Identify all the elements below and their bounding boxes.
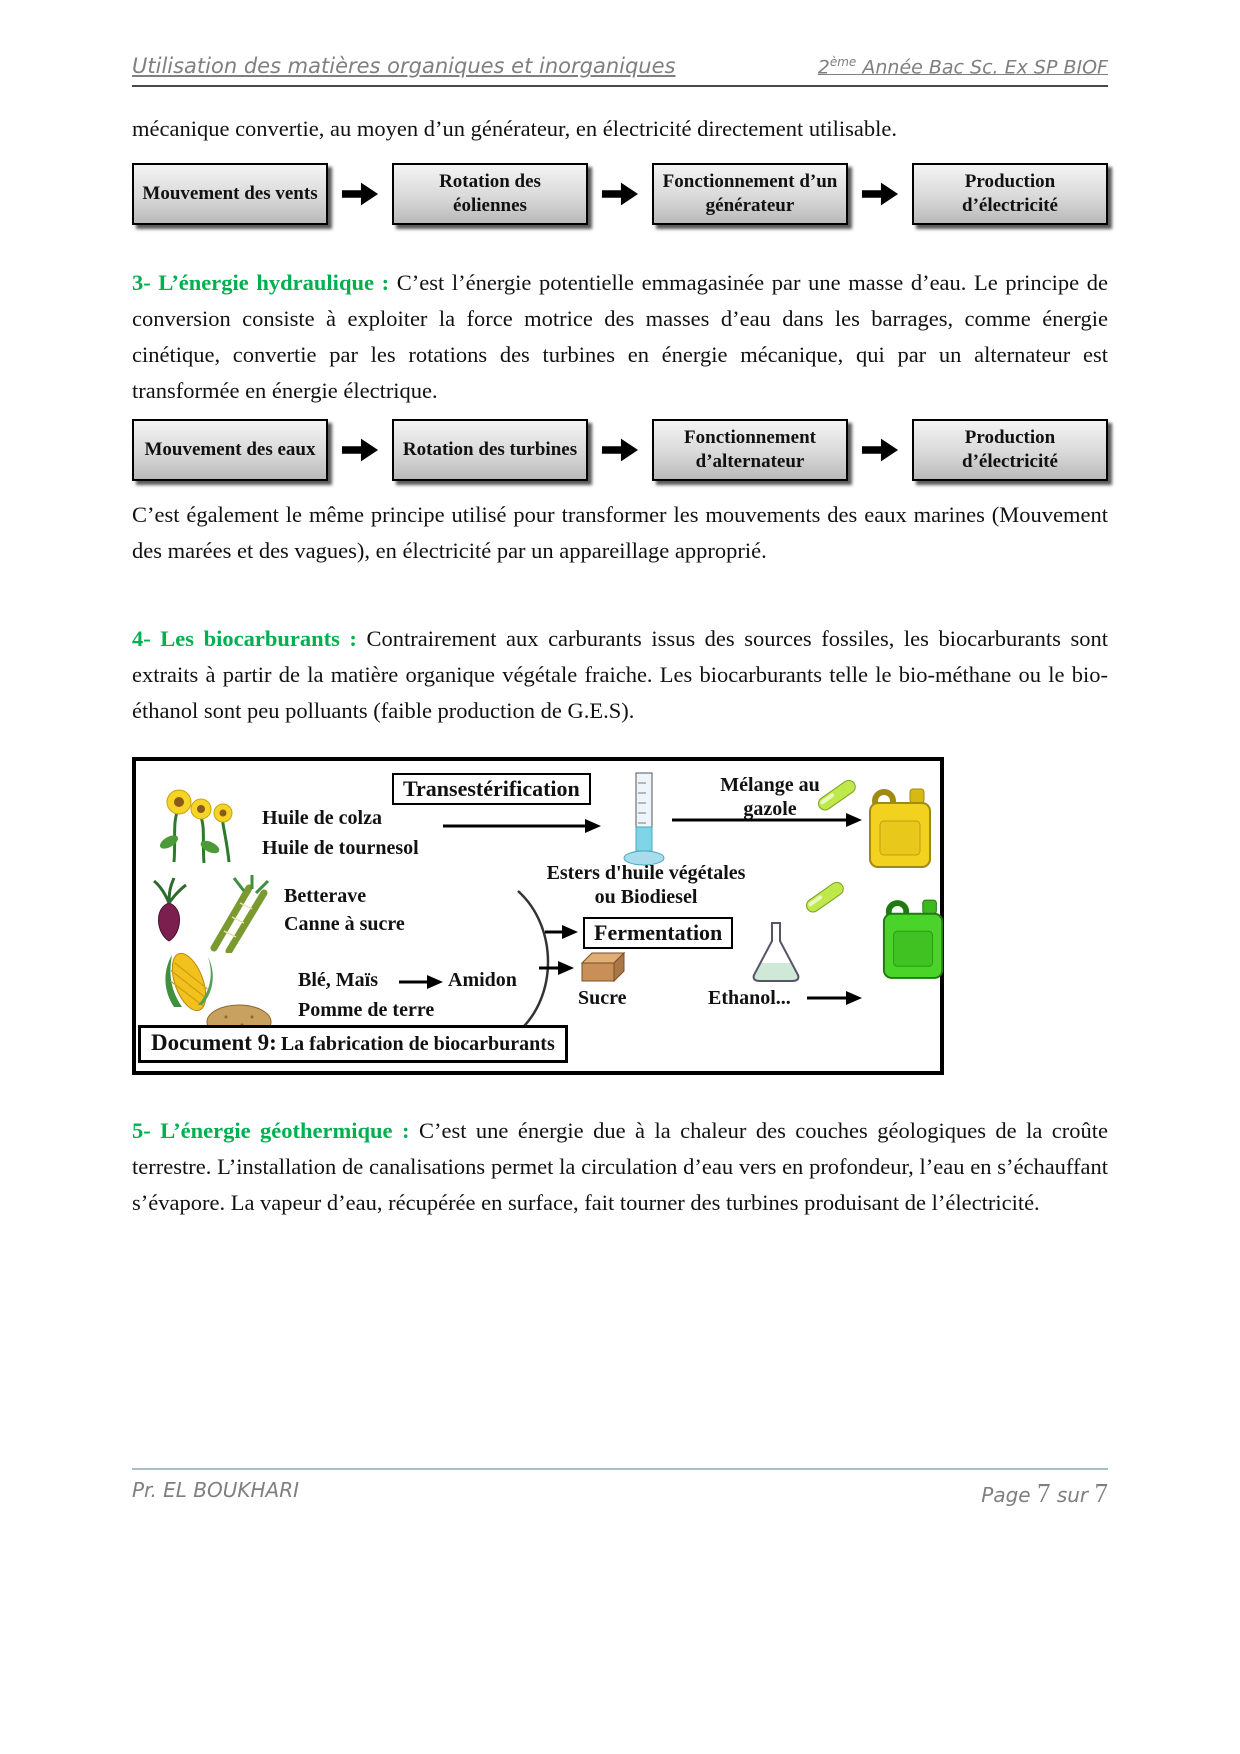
- page-footer: [132, 1468, 1108, 1509]
- arrow-icon: [538, 961, 574, 975]
- arrow-right-icon: [341, 437, 379, 463]
- arrow-icon: [441, 819, 601, 833]
- section-hydraulique-title: 3- L’énergie hydraulique :: [132, 270, 390, 295]
- flow-box-wind-1: Mouvement des vents: [132, 163, 328, 225]
- graduated-cylinder-illustration: [622, 769, 668, 869]
- arrow-right-icon: [861, 181, 899, 207]
- melange-gazole-label: Mélange au gazole: [720, 774, 820, 820]
- flow-box-wind-3: Fonctionnement d’un générateur: [652, 163, 848, 225]
- section-biocarburants: [132, 621, 1108, 729]
- flow-box-water-3: Fonctionnement d’alternateur: [652, 419, 848, 481]
- beet-sugarcane-illustration: [144, 873, 284, 953]
- arrow-right-icon: [861, 437, 899, 463]
- header-class-sup: ème: [829, 54, 857, 69]
- intro-text: mécanique convertie, au moyen d’un générateur, en électricité directement utilisable.: [132, 116, 897, 141]
- ble-mais-label: Blé, Maïs: [298, 969, 378, 991]
- header-course-title: Utilisation des matières organiques et inorganiques: [132, 54, 676, 78]
- esters-line2: ou Biodiesel: [594, 886, 698, 908]
- arrow-right-icon: [601, 437, 639, 463]
- yellow-jerrycan-illustration: [866, 787, 938, 871]
- footer-author: Pr. EL BOUKHARI: [132, 1478, 300, 1502]
- figure-caption-label: Document 9:: [151, 1030, 277, 1055]
- arrow-icon: [670, 813, 862, 827]
- arrow-right-icon: [601, 181, 639, 207]
- figure-biocarburants: [132, 757, 944, 1075]
- fermentation-label: Fermentation: [583, 917, 733, 949]
- page-header: [132, 54, 1108, 87]
- footer-page-total: 7: [1094, 1478, 1108, 1508]
- figure-caption-text: La fabrication de biocarburants: [280, 1033, 555, 1055]
- green-tube-icon: [812, 775, 864, 815]
- footer-page-prefix: Page: [981, 1483, 1031, 1507]
- intro-paragraph: [132, 111, 1108, 147]
- arrow-icon: [806, 991, 862, 1005]
- flow-box-water-1: Mouvement des eaux: [132, 419, 328, 481]
- flow-diagram-water: [132, 419, 1108, 481]
- section-geothermique: [132, 1113, 1108, 1221]
- section-geothermique-text: C’est une énergie due à la chaleur des couches géologiques de la croûte terrestre. L’installation de canalisations permet la circulation d’eau vers en profondeur, l’eau en s’échauffant s’évapore. La vapeur d’eau, récupérée en surface, fait tourner des turbines produisant de l’électricité.: [132, 1118, 1109, 1215]
- erlenmeyer-flask-illustration: [748, 919, 804, 985]
- flow-box-water-2: Rotation des turbines: [392, 419, 588, 481]
- flow-box-water-4: Production d’électricité: [912, 419, 1108, 481]
- section-biocarburants-text: Contrairement aux carburants issus des sources fossiles, les biocarburants sont extraits à partir de la matière organique végétale fraiche. Les biocarburants telle le bio-méthane ou le bio-éthanol sont peu polluants (faible production de G.E.S).: [132, 626, 1109, 723]
- sucre-label: Sucre: [578, 987, 627, 1009]
- header-class-label: [818, 55, 1108, 78]
- sunflower-colza-illustration: [144, 777, 259, 865]
- paragraph-marine-text: C’est également le même principe utilisé pour transformer les mouvements des eaux marines (Mouvement des marées et des vagues), en électricité par un appareillage approprié.: [132, 502, 1108, 563]
- betterave-label: Betterave: [284, 885, 367, 907]
- esters-line1: Esters d'huile végétales: [546, 862, 746, 884]
- huile-tournesol-label: Huile de tournesol: [262, 837, 419, 859]
- paragraph-marine: [132, 497, 1108, 569]
- figure-caption: [138, 1025, 568, 1063]
- arrow-icon: [398, 975, 443, 989]
- flow-box-wind-2: Rotation des éoliennes: [392, 163, 588, 225]
- section-biocarburants-title: 4- Les biocarburants :: [132, 626, 357, 651]
- transesterification-label: Transestérification: [392, 773, 591, 805]
- flow-diagram-wind: [132, 163, 1108, 225]
- footer-page-number: 7: [1036, 1478, 1051, 1508]
- sugar-block-illustration: [576, 949, 632, 985]
- green-tube-icon: [800, 877, 852, 917]
- header-class-rest: Année Bac Sc. Ex SP BIOF: [856, 56, 1108, 78]
- pomme-de-terre-label: Pomme de terre: [298, 999, 435, 1021]
- arrow-right-icon: [341, 181, 379, 207]
- amidon-label: Amidon: [448, 969, 517, 991]
- header-class-num: 2: [817, 56, 830, 78]
- section-hydraulique: [132, 265, 1108, 409]
- footer-page-indicator: [981, 1478, 1108, 1509]
- flow-box-wind-4: Production d’électricité: [912, 163, 1108, 225]
- footer-page-mid: sur: [1056, 1483, 1089, 1507]
- huile-colza-label: Huile de colza: [262, 807, 382, 829]
- section-hydraulique-text: C’est l’énergie potentielle emmagasinée par une masse d’eau. Le principe de conversion consiste à exploiter la force motrice des masses d’eau dans les barrages, comme énergie cinétique, convertie par les rotations des turbines en énergie mécanique, qui par un alternateur est transformée en énergie électrique.: [132, 270, 1109, 403]
- arrow-icon: [544, 925, 578, 939]
- canne-a-sucre-label: Canne à sucre: [284, 913, 405, 935]
- section-geothermique-title: 5- L’énergie géothermique :: [132, 1118, 410, 1143]
- ethanol-label: Ethanol...: [708, 987, 791, 1009]
- green-jerrycan-illustration: [880, 897, 950, 983]
